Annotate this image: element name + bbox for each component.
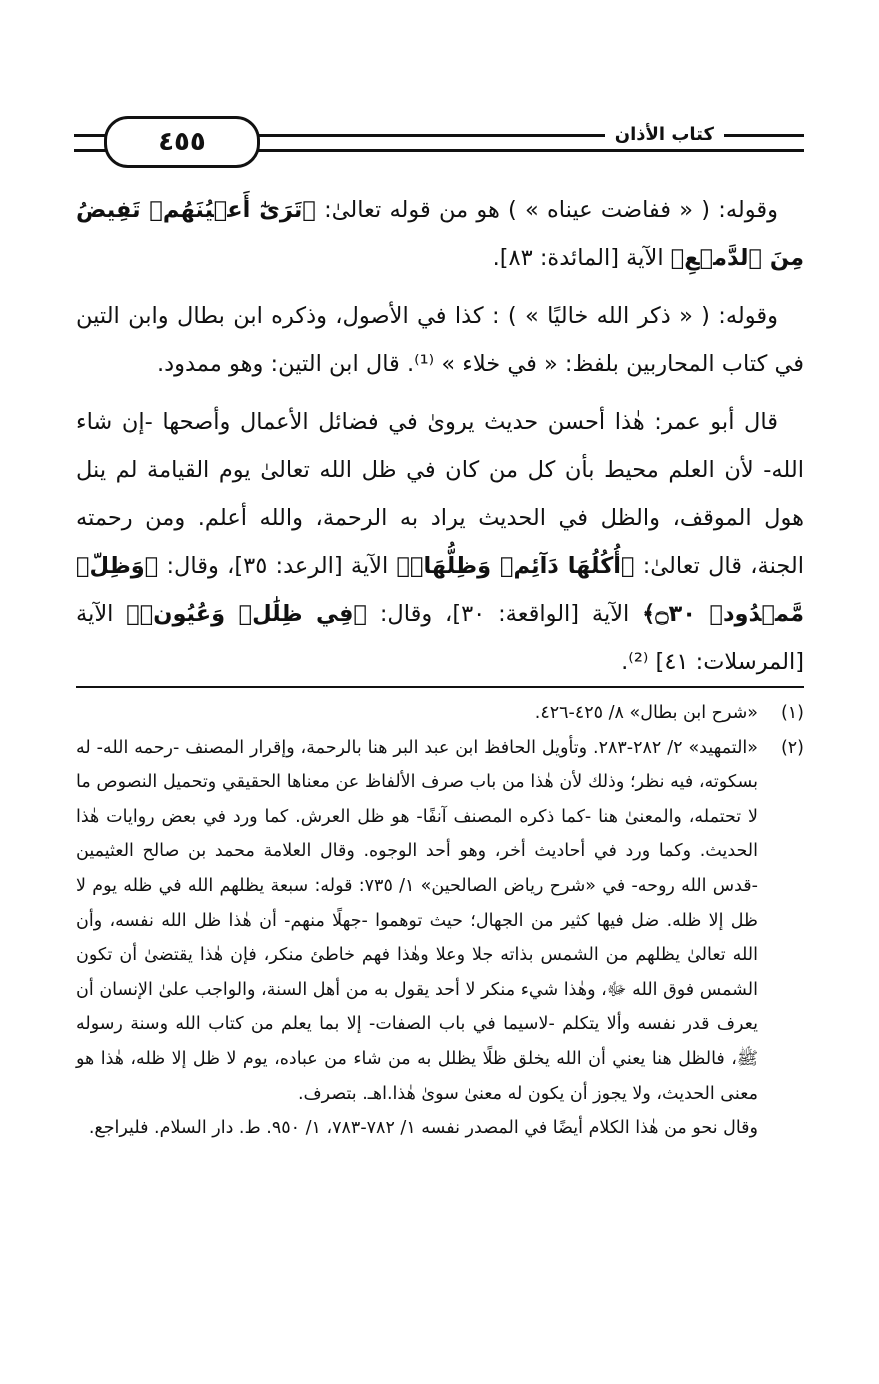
footnote-text: [76, 731, 758, 1146]
paragraph-2: وقوله: ( « ذكر الله خاليًا » ) : كذا في الأصول، وذكره ابن بطال وابن التين في كتاب المحاربين بلفظ: « في خلاء » ⁽¹⁾. قال ابن التين: وهو ممدود.: [76, 303, 804, 377]
footnote-text: «شرح ابن بطال» ٨/ ٤٢٥-٤٢٦.: [534, 703, 758, 723]
paragraph-1: [76, 186, 804, 282]
footnote-separator: [76, 686, 804, 688]
para3-s2: الآية [الرعد: ٣٥]، وقال:: [166, 553, 389, 579]
para3-s3: الآية [الواقعة: ٣٠]، وقال:: [379, 601, 630, 627]
page-number: ٤٥٥: [158, 127, 206, 157]
para1-lead: وقوله: ( « ففاضت عيناه » ) هو من قوله تعالىٰ:: [324, 197, 778, 223]
quran-verse-waqiah: ﴿وَظِلّٖ مَّمۡدُودٖ ۝٣٠﴾: [76, 553, 805, 627]
footnote-2: [76, 731, 804, 1146]
footnote-1: [76, 696, 804, 731]
para3-s4: الآية [المرسلات: ٤١] ⁽²⁾.: [76, 601, 804, 675]
footnote-2-body: «التمهيد» ٢/ ٢٨٢-٢٨٣. وتأويل الحافظ ابن عبد البر هنا بالرحمة، وإقرار المصنف -رحمه الله- له بسكوته، فيه نظر؛ وذلك لأن هٰذا من باب صرف الألفاظ عن معناها الحقيقي وتحميل النصوص ما لا تحتمله، والمعنىٰ هنا -كما ذكره المصنف آنفًا- هو ظل العرش. كما ورد في بعض روايات هٰذا الحديث. وكما ورد في أحاديث أخر، وهو أحد الوجوه. وقال العلامة محمد بن صالح العثيمين -قدس الله روحه- في «شرح رياض الصالحين» ١/ ٧٣٥: قوله: سبعة يظلهم الله في ظله يوم لا ظل إلا ظله. ضل فيها كثير من الجهال؛ حيث توهموا -جهلًا منهم- أن هٰذا ظل الله نفسه، وأن الله تعالىٰ يظلهم من الشمس بذاته جلا وعلا وهٰذا فهم خاطئ منكر، فإن هٰذا يقتضىٰ أن تكون الشمس فوق الله ﷻ، وهٰذا شيء منكر لا أحد يقول به من أهل السنة، والواجب علىٰ الإنسان أن يعرف قدر نفسه وألا يتكلم -لاسيما في باب الصفات- إلا بما يعلم من كتاب الله وسنة رسوله ﷺ، فالظل هنا يعني أن الله يخلق ظلًا يظلل به من شاء من عباده، يوم لا ظل إلا ظله، هٰذا هو معنى الحديث، ولا يجوز أن يكون له معنىٰ سوىٰ هٰذا.اهـ. بتصرف.: [76, 737, 758, 1104]
running-header: [74, 112, 804, 170]
paragraph-3: [76, 398, 804, 686]
para1-tail: الآية [المائدة: ٨٣].: [492, 245, 664, 271]
quran-verse-mursalat: ﴿فِي ظِلَٰلٖ وَعُيُونٖ﴾: [126, 601, 368, 627]
para3-s1: قال أبو عمر: هٰذا أحسن حديث يروىٰ في فضائل الأعمال وأصحها -إن شاء الله- لأن العلم محيط بأن كل من كان في ظل الله تعالىٰ يوم القيامة لم ينل هول الموقف، والظل في الحديث يراد به الرحمة، والله أعلم. ومن رحمته الجنة، قال تعالىٰ:: [76, 409, 804, 579]
quran-verse-maidah: ﴿تَرَىٰٓ أَعۡيُنَهُمۡ تَفِيضُ مِنَ ٱلدَّمۡعِ﴾: [76, 197, 804, 271]
main-text: [76, 186, 804, 696]
quran-verse-raad: ﴿أُكُلُهَا دَآئِمٞ وَظِلُّهَاۚ﴾: [396, 553, 635, 579]
footnote-2-continuation: وقال نحو من هٰذا الكلام أيضًا في المصدر نفسه ١/ ٧٨٢-٧٨٣، ١/ ٩٥٠. ط. دار السلام. فليراجع.: [88, 1118, 758, 1139]
footnotes: [76, 696, 804, 1146]
chapter-title: كتاب الأذان: [605, 124, 724, 145]
page-number-badge: [104, 116, 260, 168]
footnote-number: (٢): [780, 737, 804, 758]
footnote-number: (١): [780, 703, 804, 723]
